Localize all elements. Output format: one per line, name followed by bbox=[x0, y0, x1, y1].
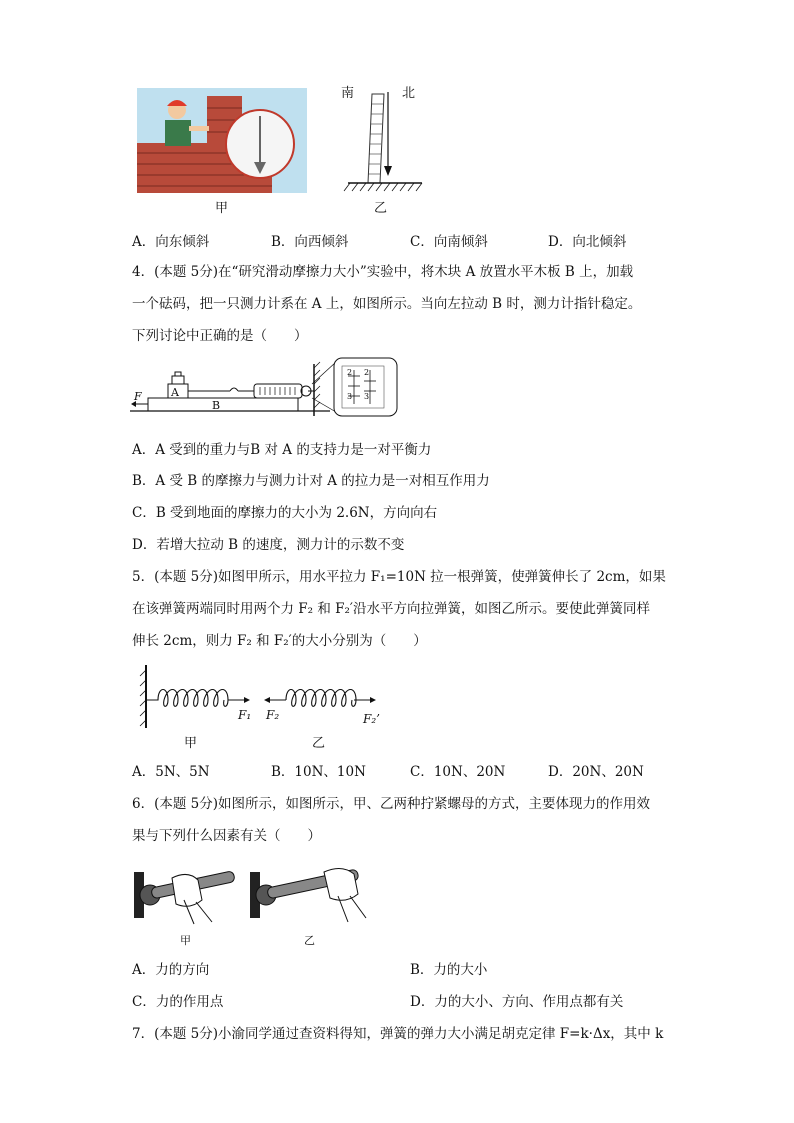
q7-stem-line-1: 7．(本题 5分)小渝同学通过查资料得知，弹簧的弹力大小满足胡克定律 F=k·Δx，其中 k bbox=[132, 1026, 664, 1042]
q5-caption-b: 乙 bbox=[312, 736, 326, 751]
q6-caption-b: 乙 bbox=[304, 934, 315, 947]
q3-option-a[interactable]: A．向东倾斜 bbox=[132, 234, 210, 250]
q5-options bbox=[132, 763, 672, 781]
q5-label-f2: F₂ bbox=[266, 708, 280, 722]
q5-stem-line-3: 伸长 2cm，则力 F₂ 和 F₂′的大小分别为（ ） bbox=[132, 633, 427, 649]
q6-options-row-2 bbox=[132, 993, 672, 1011]
q5-option-a[interactable]: A．5N、5N bbox=[132, 764, 210, 780]
q5-label-f1: F₁ bbox=[238, 708, 252, 722]
q5-option-b[interactable]: B．10N、10N bbox=[271, 764, 366, 780]
scale-tick-label: 3 bbox=[347, 392, 353, 401]
q6-options-row-1 bbox=[132, 961, 672, 979]
q4-option-c[interactable]: C．B 受到地面的摩擦力的大小为 2.6N，方向向右 bbox=[132, 505, 438, 521]
q3-option-c[interactable]: C．向南倾斜 bbox=[410, 234, 488, 250]
q5-stem-line-2: 在该弹簧两端同时用两个力 F₂ 和 F₂′沿水平方向拉弹簧，如图乙所示。要使此弹簧同样 bbox=[132, 601, 650, 617]
q4-stem-line-2: 一个砝码，把一只测力计系在 A 上，如图所示。当向左拉动 B 时，测力计指针稳定。 bbox=[132, 296, 642, 312]
q6-option-b[interactable]: B．力的大小 bbox=[410, 962, 488, 978]
q6-figure bbox=[132, 860, 382, 928]
q4-option-d[interactable]: D．若增大拉动 B 的速度，测力计的示数不变 bbox=[132, 537, 405, 553]
q6-option-d[interactable]: D．力的大小、方向、作用点都有关 bbox=[410, 994, 624, 1010]
q3-caption-a: 甲 bbox=[215, 201, 229, 216]
wrench-illustration bbox=[132, 860, 382, 928]
spring-diagram bbox=[136, 660, 386, 730]
q6-option-c[interactable]: C．力的作用点 bbox=[132, 994, 224, 1010]
q6-caption-a: 甲 bbox=[180, 934, 191, 947]
q5-label-f2-prime: F₂’ bbox=[363, 712, 380, 726]
q5-option-c[interactable]: C．10N、20N bbox=[410, 764, 506, 780]
q4-option-b[interactable]: B．A 受 B 的摩擦力与测力计对 A 的拉力是一对相互作用力 bbox=[132, 473, 490, 489]
q4-label-b: B bbox=[212, 399, 221, 412]
q3-option-d[interactable]: D．向北倾斜 bbox=[548, 234, 627, 250]
q5-figure bbox=[136, 660, 386, 730]
scale-tick-label: 2 bbox=[364, 368, 370, 377]
q3-figure-a bbox=[137, 88, 307, 193]
bricklayer-illustration bbox=[137, 88, 307, 193]
scale-tick-label: 3 bbox=[364, 392, 370, 401]
q5-caption-a: 甲 bbox=[184, 736, 198, 751]
q6-stem-line-2: 果与下列什么因素有关（ ） bbox=[132, 828, 321, 844]
q4-option-a[interactable]: A．A 受到的重力与B 对 A 的支持力是一对平衡力 bbox=[132, 442, 432, 458]
q3-caption-b: 乙 bbox=[374, 201, 388, 216]
q3-options bbox=[132, 233, 672, 251]
scale-tick-label: 2 bbox=[347, 368, 353, 377]
q4-label-f: F bbox=[134, 390, 142, 403]
q6-option-a[interactable]: A．力的方向 bbox=[132, 962, 210, 978]
direction-north: 北 bbox=[402, 86, 416, 101]
q5-option-d[interactable]: D．20N、20N bbox=[548, 764, 644, 780]
q4-label-a: A bbox=[171, 386, 179, 399]
q6-stem-line-1: 6．(本题 5分)如图所示，如图所示，甲、乙两种拧紧螺母的方式，主要体现力的作用效 bbox=[132, 796, 651, 812]
q5-stem-line-1: 5．(本题 5分)如图甲所示，用水平拉力 F₁=10N 拉一根弹簧，使弹簧伸长了 2cm，如果 bbox=[132, 569, 666, 585]
q4-stem-line-3: 下列讨论中正确的是（ ） bbox=[132, 328, 308, 344]
q3-option-b[interactable]: B．向西倾斜 bbox=[271, 234, 349, 250]
q4-stem-line-1: 4．(本题 5分)在“研究滑动摩擦力大小”实验中，将木块 A 放置水平木板 B 上，加载 bbox=[132, 264, 634, 280]
direction-south: 南 bbox=[341, 86, 355, 101]
